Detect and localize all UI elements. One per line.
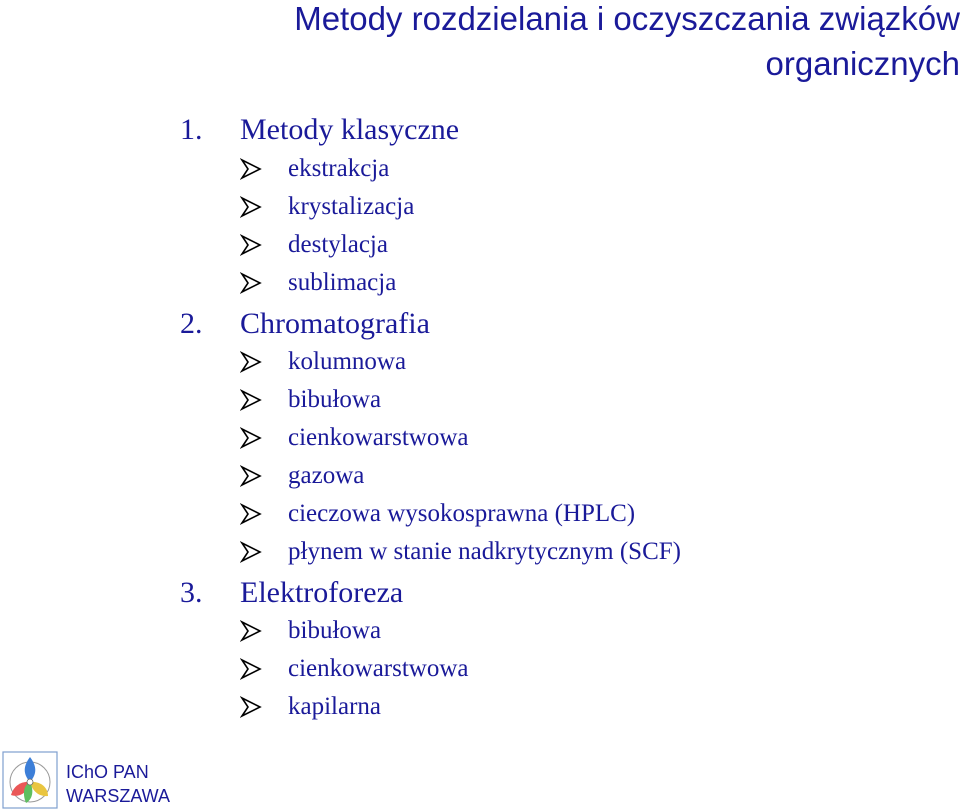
section-number: 3. [180, 576, 203, 609]
arrowhead-bullet-icon [240, 541, 262, 563]
section-title: Metody klasyczne [240, 113, 460, 146]
section-heading-3 [180, 578, 403, 608]
slide-title-line-1: Metody rozdzielania i oczyszczania związków [294, 0, 960, 37]
slide-title-line-2: organicznych [765, 45, 960, 82]
icho-pan-logo-icon [2, 751, 58, 809]
arrowhead-bullet-icon [240, 272, 262, 294]
list-item-label: cienkowarstwowa [288, 424, 469, 451]
institute-name: IChO PAN [66, 762, 149, 782]
arrowhead-bullet-icon [240, 503, 262, 525]
arrowhead-bullet-icon [240, 427, 262, 449]
arrowhead-bullet-icon [240, 234, 262, 256]
arrowhead-bullet-icon [240, 658, 262, 680]
list-item-label: cieczowa wysokosprawna (HPLC) [288, 500, 636, 527]
arrowhead-bullet-icon [240, 389, 262, 411]
arrowhead-bullet-icon [240, 465, 262, 487]
section-heading-1 [180, 115, 459, 145]
arrowhead-bullet-icon [240, 196, 262, 218]
section-title: Chromatografia [240, 307, 430, 340]
section-title: Elektroforeza [240, 576, 404, 609]
list-item-label: kapilarna [288, 693, 382, 720]
arrowhead-bullet-icon [240, 158, 262, 180]
arrowhead-bullet-icon [240, 696, 262, 718]
section-heading-2 [180, 309, 430, 339]
list-item-label: kolumnowa [288, 348, 407, 375]
list-item-label: płynem w stanie nadkrytycznym (SCF) [288, 538, 681, 565]
section-number: 1. [180, 113, 203, 146]
list-item-label: destylacja [288, 231, 388, 258]
institute-city: WARSZAWA [66, 786, 170, 806]
arrowhead-bullet-icon [240, 351, 262, 373]
section-number: 2. [180, 307, 203, 340]
list-item-label: cienkowarstwowa [288, 655, 469, 682]
list-item-label: sublimacja [288, 269, 397, 296]
list-item-label: krystalizacja [288, 193, 415, 220]
list-item-label: bibułowa [288, 617, 382, 644]
list-item-label: ekstrakcja [288, 155, 390, 182]
list-item-label: gazowa [288, 462, 365, 489]
arrowhead-bullet-icon [240, 620, 262, 642]
list-item-label: bibułowa [288, 386, 382, 413]
